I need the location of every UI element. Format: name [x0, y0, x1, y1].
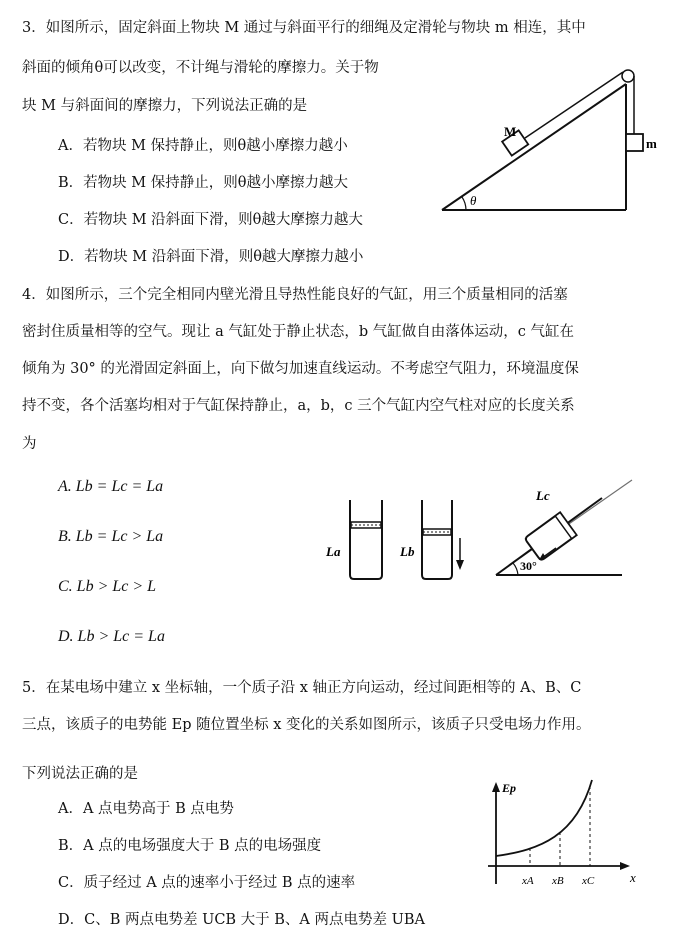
q4-stem-line1: 4．如图所示，三个完全相同内壁光滑且导热性能良好的气缸，用三个质量相同的活塞 — [22, 287, 568, 303]
q4-stem-line2: 密封住质量相等的空气。现让 a 气缸处于静止状态，b 气缸做自由落体运动，c 气缸在 — [22, 324, 574, 340]
pulley-icon — [622, 70, 634, 82]
q5-stem-line3: 下列说法正确的是 — [22, 766, 138, 782]
q4-option-a: A. Lb = Lc = La — [58, 478, 164, 495]
q5-stem-line1: 5．在某电场中建立 x 坐标轴，一个质子沿 x 轴正方向运动，经过间距相等的 A、B、C — [22, 680, 582, 696]
q4-option-b: B. Lb = Lc > La — [58, 528, 164, 545]
angle-30: 30° — [520, 559, 537, 573]
q3-stem-line3: 块 M 与斜面间的摩擦力，下列说法正确的是 — [22, 98, 308, 114]
tick-xc: xC — [582, 875, 595, 887]
cylinder-b — [399, 500, 464, 579]
angle-arc — [462, 197, 466, 210]
q5-stem-line2: 三点，该质子的电势能 Ep 随位置坐标 x 变化的关系如图所示，该质子只受电场力作用。 — [22, 717, 591, 733]
q3-stem-line1: 3．如图所示，固定斜面上物块 M 通过与斜面平行的细绳及定滑轮与物块 m 相连，其中 — [22, 20, 586, 36]
rope-incline — [525, 72, 623, 138]
cylinder-a — [325, 500, 382, 579]
label-b: Lb — [400, 544, 415, 559]
q4-option-d: D. Lb > Lc = La — [58, 628, 165, 645]
q3-stem-line2: 斜面的倾角θ可以改变，不计绳与滑轮的摩擦力。关于物 — [22, 60, 379, 76]
tick-xb: xB — [552, 875, 564, 887]
q5-option-d: D．C、B 两点电势差 UCB 大于 B、A 两点电势差 UBA — [58, 912, 425, 928]
label-c: Lc — [536, 488, 550, 503]
label-m: m — [646, 136, 657, 151]
q3-incline-figure — [440, 62, 680, 222]
incline-surface — [442, 84, 626, 210]
q4-stem-line3: 倾角为 30° 的光滑固定斜面上，向下做匀加速直线运动。不考虑空气阻力，环境温度保 — [22, 361, 579, 377]
q5-option-c: C．质子经过 A 点的速率小于经过 B 点的速率 — [58, 875, 356, 891]
label-M: M — [504, 124, 517, 139]
q4-stem-line4: 持不变，各个活塞均相对于气缸保持静止，a，b，c 三个气缸内空气柱对应的长度关系 — [22, 398, 575, 414]
q4-cylinders-figure — [320, 478, 640, 588]
tick-xa: xA — [522, 875, 534, 887]
block-m — [626, 134, 643, 151]
q3-option-c: C．若物块 M 沿斜面下滑，则θ越大摩擦力越大 — [58, 212, 363, 228]
q5-option-a: A．A 点电势高于 B 点电势 — [58, 801, 234, 817]
q3-option-b: B．若物块 M 保持静止，则θ越小摩擦力越大 — [58, 175, 348, 191]
q5-potential-energy-graph — [480, 778, 660, 896]
cylinder-c-incline — [496, 480, 632, 575]
q4-option-c: C. Lb > Lc > L — [58, 578, 157, 595]
label-theta: θ — [470, 193, 477, 208]
q3-option-d: D．若物块 M 沿斜面下滑，则θ越大摩擦力越小 — [58, 249, 364, 265]
q3-option-a: A．若物块 M 保持静止，则θ越小摩擦力越小 — [58, 138, 348, 154]
q5-option-b: B．A 点的电场强度大于 B 点的电场强度 — [58, 838, 322, 854]
q4-stem-line5: 为 — [22, 436, 37, 452]
label-a: La — [326, 544, 341, 559]
label-ep: Ep — [502, 781, 517, 795]
label-x: x — [630, 870, 636, 885]
